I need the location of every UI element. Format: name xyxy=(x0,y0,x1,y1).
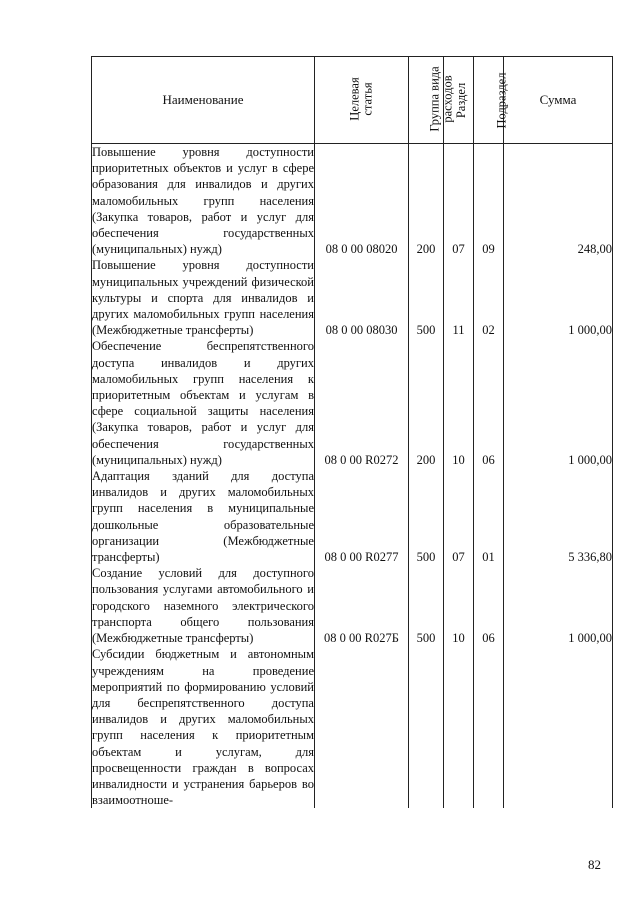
row-name: Обеспечение беспрепятственного доступа инвалидов и других маломобильных групп населения к приоритетным объектам и услугам в сфере социальной защиты населения (Закупка товаров, работ и услуг для обеспечения государственных (муниципальных) нужд) xyxy=(92,339,314,467)
table-row xyxy=(92,646,613,808)
row-group: 500 xyxy=(409,565,444,646)
row-sum: 1 000,00 xyxy=(504,565,613,646)
row-subsection xyxy=(474,646,504,808)
row-section xyxy=(444,646,474,808)
row-subsection: 01 xyxy=(474,468,504,565)
row-group: 200 xyxy=(409,144,444,258)
header-group xyxy=(409,57,455,144)
page-number: 82 xyxy=(588,857,601,872)
row-section: 10 xyxy=(444,338,474,468)
budget-table xyxy=(91,56,613,808)
row-name: Повышение уровня доступности муниципальных учреждений физической культуры и спорта для инвалидов и других маломобильных групп населения (Межбюджетные трансферты) xyxy=(92,258,314,338)
header-article xyxy=(315,57,409,144)
table-row xyxy=(92,565,613,646)
row-article: 08 0 00 R0272 xyxy=(315,338,409,468)
row-name: Адаптация зданий для доступа инвалидов и других маломобильных групп населения в муниципальные дошкольные образовательные организации (Межбюджетные трансферты) xyxy=(92,469,314,565)
row-subsection: 06 xyxy=(474,338,504,468)
row-section: 11 xyxy=(444,257,474,338)
header-group-line1: Группа вида xyxy=(427,66,442,133)
table-row xyxy=(92,468,613,565)
row-section: 07 xyxy=(444,468,474,565)
header-article-line1: Целевая xyxy=(347,77,362,122)
row-group: 500 xyxy=(409,257,444,338)
row-group xyxy=(409,646,444,808)
header-sum: Сумма xyxy=(504,57,613,144)
row-article xyxy=(315,646,409,808)
row-subsection: 02 xyxy=(474,257,504,338)
row-sum: 1 000,00 xyxy=(504,257,613,338)
row-article: 08 0 00 R027Б xyxy=(315,565,409,646)
row-subsection: 06 xyxy=(474,565,504,646)
row-sum xyxy=(504,646,613,808)
row-sum: 248,00 xyxy=(504,144,613,258)
row-subsection: 09 xyxy=(474,144,504,258)
table-row xyxy=(92,144,613,258)
table-row xyxy=(92,338,613,468)
row-sum: 1 000,00 xyxy=(504,338,613,468)
header-group-line2: расходов xyxy=(440,75,455,124)
row-group: 500 xyxy=(409,468,444,565)
row-article: 08 0 00 08030 xyxy=(315,257,409,338)
row-name: Создание условий для доступного пользования услугами автомобильного и городского наземного электрического транспорта общего пользования (Межбюджетные трансферты) xyxy=(92,566,314,646)
row-article: 08 0 00 R0277 xyxy=(315,468,409,565)
header-section: Раздел xyxy=(444,57,474,144)
header-subsection: Подраздел xyxy=(474,57,504,144)
table-header-row xyxy=(92,57,613,144)
row-section: 10 xyxy=(444,565,474,646)
row-section: 07 xyxy=(444,144,474,258)
row-sum: 5 336,80 xyxy=(504,468,613,565)
table-row xyxy=(92,257,613,338)
header-name: Наименование xyxy=(92,57,315,144)
row-article: 08 0 00 08020 xyxy=(315,144,409,258)
row-name: Субсидии бюджетным и автономным учреждениям на проведение мероприятий по формированию условий для беспрепятственного доступа инвалидов и других маломобильных групп населения к приоритетным объектам и услугам, для просвещенности граждан в вопросах инвалидности и устранения барьеров во взаимоотноше- xyxy=(92,647,314,808)
row-name: Повышение уровня доступности приоритетных объектов и услуг в сфере образования для инвалидов и других маломобильных групп населения (Закупка товаров, работ и услуг для обеспечения государственных (муниципальных) нужд) xyxy=(92,145,314,257)
header-article-line2: статья xyxy=(360,82,375,117)
row-group: 200 xyxy=(409,338,444,468)
